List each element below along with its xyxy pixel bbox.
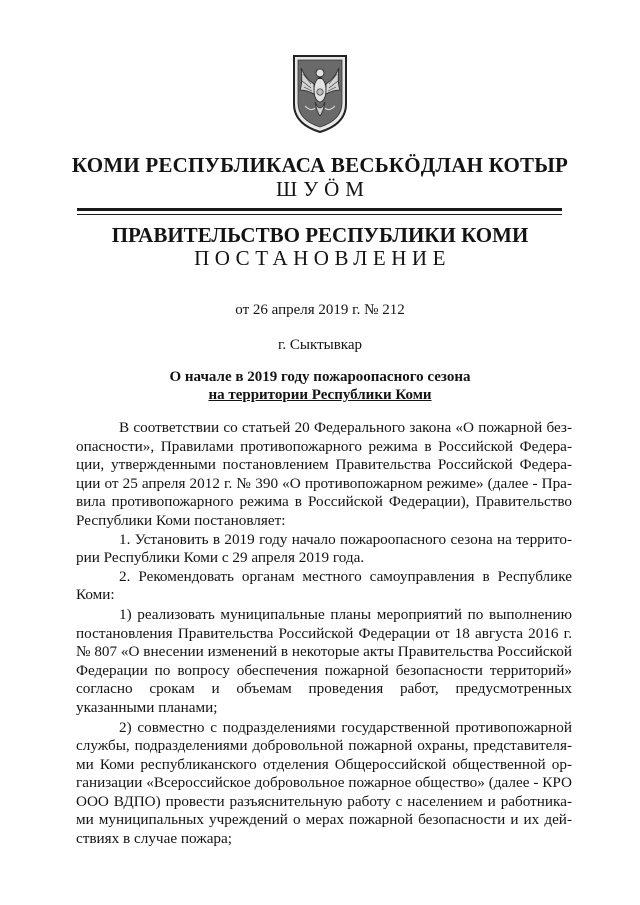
document-title-line2: на территории Республики Коми	[208, 387, 432, 403]
header-divider-thin	[77, 214, 562, 215]
russian-government-title: ПРАВИТЕЛЬСТВО РЕСПУБЛИКИ КОМИ	[111, 223, 529, 247]
document-title-line1: О начале в 2019 году пожароопасного сезона	[169, 369, 471, 385]
header-divider-thick	[77, 208, 562, 211]
body-paragraph-subitem-1: 1) реализовать муниципальные планы мероприятий по выполнению постановления Правительства Российской Федерации от 18 августа 2016 г. № 807 «О внесении изменений в некоторые акты Правительства Российской Федерации по вопросу обеспечения пожарной безопасности территорий» согласно срокам и объемам проведения работ, предусмотренных указанными планами;	[76, 605, 572, 716]
document-city: г. Сыктывкар	[277, 337, 363, 353]
komi-government-title: КОМИ РЕСПУБЛИКАСА ВЕСЬКÖДЛАН КОТЫР	[71, 153, 569, 177]
document-date-number: от 26 апреля 2019 г. № 212	[235, 302, 405, 318]
russian-document-type: ПОСТАНОВЛЕНИЕ	[194, 246, 451, 270]
body-paragraph-preamble: В соответствии со статьей 20 Федерального закона «О пожарной безопасности», Правилами противопожарного режима в Российской Федерации, утвержденными постановлением Правительства Российской Федерации от 25 апреля 2012 г. № 390 «О противопожарном режиме» (далее - Правила противопожарного режима в Российской Федерации), Правительство Республики Коми постановляет:	[76, 419, 572, 529]
document-body	[76, 419, 572, 849]
body-paragraph-subitem-2: 2) совместно с подразделениями государственной противопожарной службы, подразделениями добровольной пожарной охраны, представителями Коми республиканского отделения Общероссийской общественной организации «Всероссийское добровольное пожарное общество» (далее - КРО ООО ВДПО) провести разъяснительную работу с населением и работниками муниципальных учреждений о мерах пожарной безопасности и их действиях в случае пожара;	[76, 718, 572, 848]
body-paragraph-item-1: 1. Установить в 2019 году начало пожароопасного сезона на территории Республики Коми с 29 апреля 2019 года.	[76, 530, 572, 567]
komi-document-type: ШУÖМ	[276, 177, 370, 201]
body-paragraph-item-2: 2. Рекомендовать органам местного самоуправления в Республике Коми:	[76, 567, 572, 604]
komi-coat-of-arms-icon	[291, 54, 349, 134]
document-title	[0, 368, 640, 404]
